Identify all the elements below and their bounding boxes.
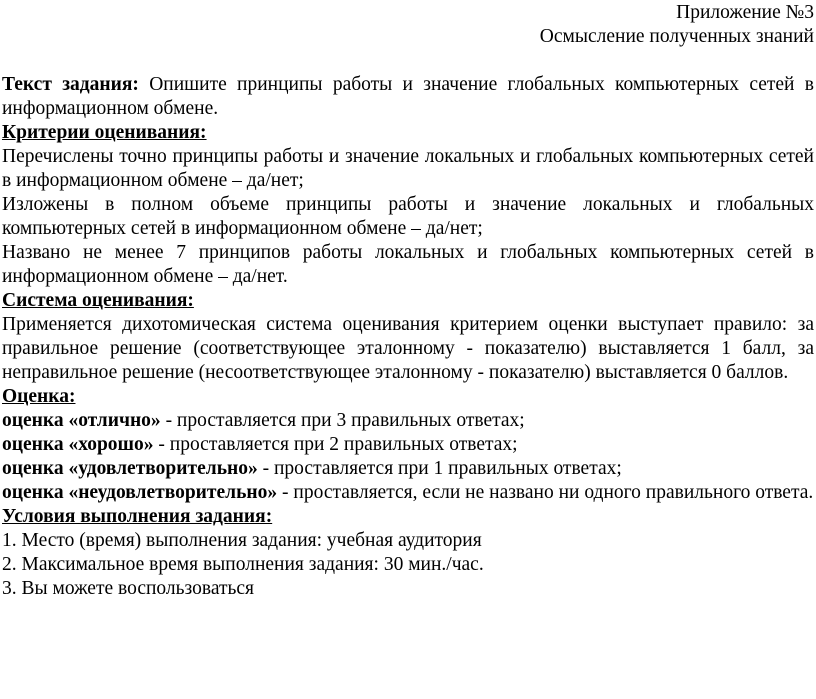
grades-heading: Оценка: <box>2 386 76 407</box>
grade-item <box>2 409 814 433</box>
grade-text: - проставляется при 2 правильных ответах; <box>153 434 518 455</box>
grade-item <box>2 457 814 481</box>
task-label: Текст задания: <box>2 74 139 95</box>
grade-label: оценка «хорошо» <box>2 434 154 455</box>
blank-line <box>2 49 814 73</box>
criteria-heading: Критерии оценивания: <box>2 122 207 143</box>
grade-label: оценка «неудовлетворительно» <box>2 482 278 503</box>
grade-text: - проставляется при 3 правильных ответах; <box>160 410 525 431</box>
system-heading: Система оценивания: <box>2 290 194 311</box>
condition-item: 1. Место (время) выполнения задания: учебная аудитория <box>2 530 482 551</box>
grade-text: - проставляется при 1 правильных ответах; <box>257 458 622 479</box>
criteria-item: Перечислены точно принципы работы и значение локальных и глобальных компьютерных сетей в информационном обмене – да/нет; <box>2 146 814 191</box>
appendix-subtitle: Осмысление полученных знаний <box>539 26 814 47</box>
criteria-item: Названо не менее 7 принципов работы локальных и глобальных компьютерных сетей в информационном обмене – да/нет. <box>2 242 814 287</box>
document-header <box>2 1 814 49</box>
conditions-heading: Условия выполнения задания: <box>2 506 273 527</box>
task-text: Опишите принципы работы и значение глобальных компьютерных сетей в информационном обмене. <box>2 74 814 119</box>
grade-item <box>2 433 814 457</box>
system-text: Применяется дихотомическая система оценивания критерием оценки выступает правило: за правильное решение (соответствующее эталонному - показателю) выставляется 1 балл, за неправильное решение (несоответствующее эталонному - показателю) выставляется 0 баллов. <box>2 314 814 383</box>
grade-text: - проставляется, если не названо ни одного правильного ответа. <box>277 482 814 503</box>
condition-item: 2. Максимальное время выполнения задания: 30 мин./час. <box>2 554 484 575</box>
task-paragraph <box>2 73 814 121</box>
grade-label: оценка «удовлетворительно» <box>2 458 258 479</box>
condition-item: 3. Вы можете воспользоваться <box>2 578 255 599</box>
criteria-item: Изложены в полном объеме принципы работы и значение локальных и глобальных компьютерных сетей в информационном обмене – да/нет; <box>2 194 814 239</box>
appendix-number: Приложение №3 <box>676 2 814 23</box>
grade-label: оценка «отлично» <box>2 410 161 431</box>
grade-item <box>2 481 814 505</box>
